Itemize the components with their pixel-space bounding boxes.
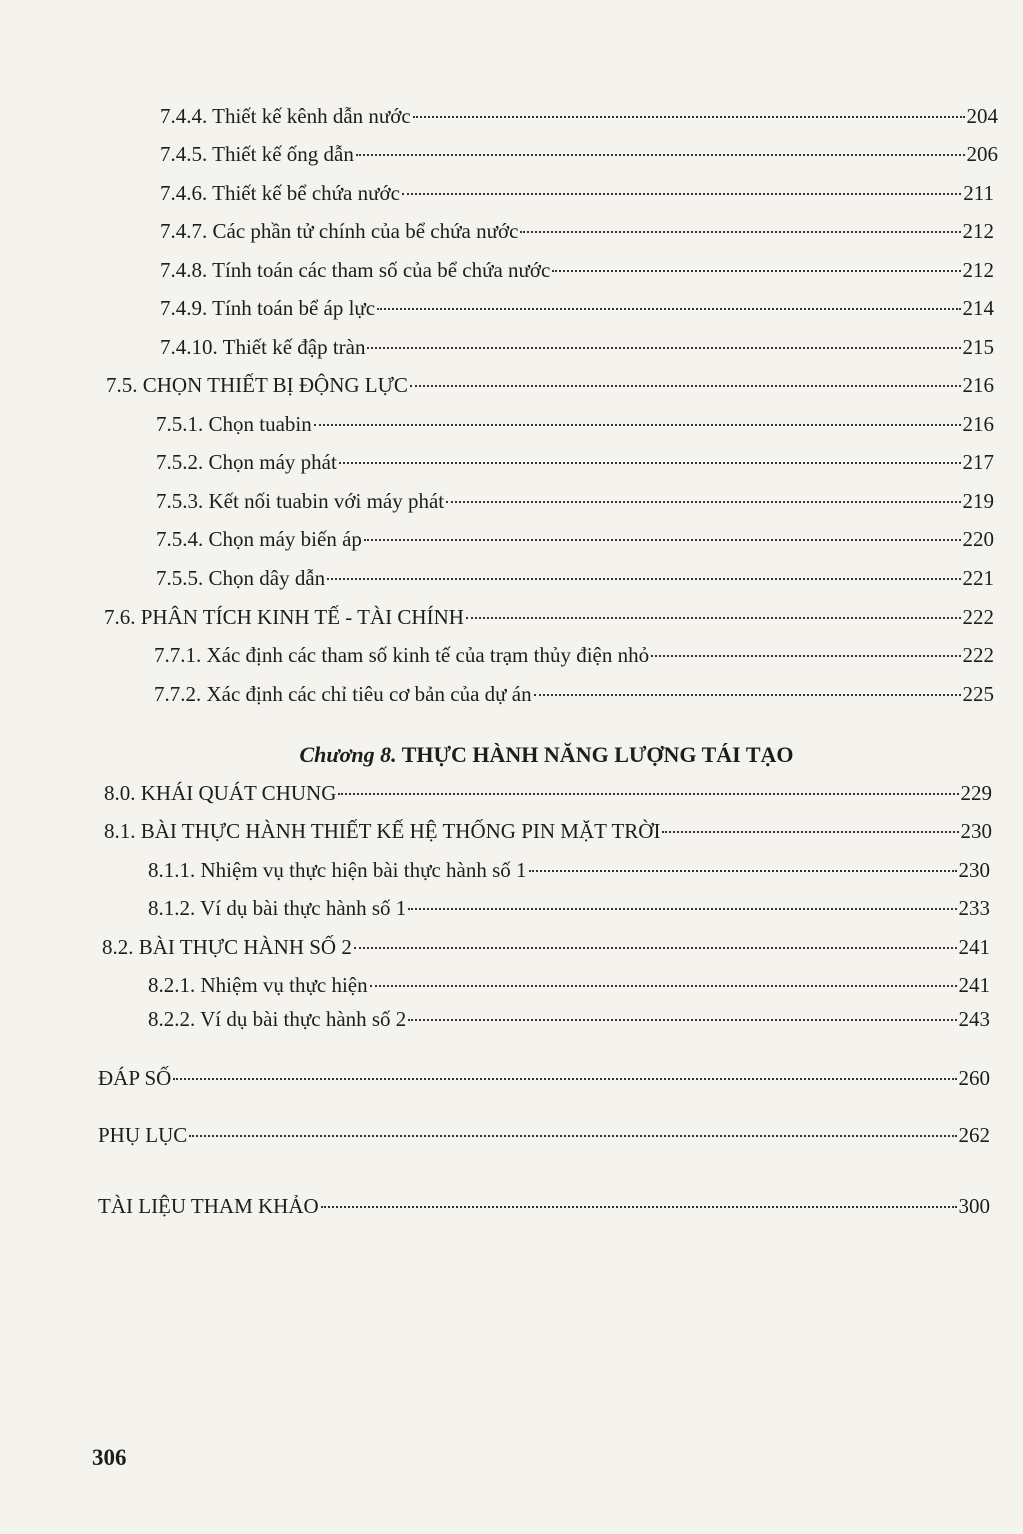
toc-entry-page: 219 bbox=[962, 489, 994, 513]
toc-entry-label: 7.4.7. Các phần tử chính của bể chứa nước bbox=[160, 219, 519, 243]
toc-entry-7-5-1 bbox=[156, 411, 994, 437]
toc-entry-label: 8.0. KHÁI QUÁT CHUNG bbox=[104, 781, 337, 805]
dot-leader bbox=[520, 231, 960, 233]
dot-leader bbox=[410, 385, 961, 387]
toc-entry-page: 260 bbox=[958, 1066, 990, 1090]
toc-entry-7-4-6 bbox=[160, 180, 994, 206]
toc-entry-7-4-9 bbox=[160, 295, 994, 321]
toc-entry-tai-lieu bbox=[98, 1193, 990, 1219]
toc-entry-8-0 bbox=[104, 780, 992, 806]
dot-leader bbox=[356, 154, 965, 156]
toc-entry-page: 233 bbox=[958, 896, 990, 920]
dot-leader bbox=[408, 908, 956, 910]
toc-entry-7-7-1 bbox=[154, 642, 994, 668]
toc-entry-7-5-4 bbox=[156, 526, 994, 552]
dot-leader bbox=[327, 578, 960, 580]
dot-leader bbox=[173, 1078, 956, 1080]
dot-leader bbox=[552, 270, 960, 272]
toc-entry-label: ĐÁP SỐ bbox=[98, 1066, 172, 1090]
toc-entry-page: 300 bbox=[958, 1194, 990, 1218]
toc-entry-page: 225 bbox=[962, 682, 994, 706]
toc-entry-phu-luc bbox=[98, 1122, 990, 1148]
toc-entry-label: 8.1.2. Ví dụ bài thực hành số 1 bbox=[148, 896, 407, 920]
toc-entry-7-5-3 bbox=[156, 488, 994, 514]
toc-entry-page: 229 bbox=[960, 781, 992, 805]
toc-entry-label: 7.5.5. Chọn dây dẫn bbox=[156, 566, 326, 590]
toc-entry-label: 7.5.3. Kết nối tuabin với máy phát bbox=[156, 489, 445, 513]
toc-entry-label: 7.4.9. Tính toán bể áp lực bbox=[160, 296, 376, 320]
dot-leader bbox=[413, 116, 965, 118]
toc-entry-page: 230 bbox=[960, 819, 992, 843]
toc-entry-page: 220 bbox=[962, 527, 994, 551]
toc-entry-page: 212 bbox=[962, 219, 994, 243]
chapter-prefix: Chương 8. bbox=[299, 742, 397, 767]
toc-entry-label: 7.4.4. Thiết kế kênh dẫn nước bbox=[160, 104, 411, 128]
toc-entry-label: 8.1. BÀI THỰC HÀNH THIẾT KẾ HỆ THỐNG PIN MẶT TRỜI bbox=[104, 819, 661, 843]
dot-leader bbox=[402, 193, 961, 195]
toc-entry-label: 7.4.6. Thiết kế bể chứa nước bbox=[160, 181, 400, 205]
toc-entry-label: TÀI LIỆU THAM KHẢO bbox=[98, 1194, 319, 1218]
toc-entry-8-2 bbox=[102, 934, 990, 960]
toc-entry-page: 222 bbox=[962, 605, 994, 629]
toc-entry-label: 7.4.10. Thiết kế đập tràn bbox=[160, 335, 366, 359]
toc-entry-page: 204 bbox=[966, 104, 998, 128]
toc-entry-label: 8.2.2. Ví dụ bài thực hành số 2 bbox=[148, 1007, 407, 1031]
dot-leader bbox=[529, 870, 957, 872]
toc-entry-label: 8.2.1. Nhiệm vụ thực hiện bbox=[148, 973, 368, 997]
toc-entry-label: 7.5.1. Chọn tuabin bbox=[156, 412, 312, 436]
chapter-heading bbox=[0, 742, 1023, 768]
dot-leader bbox=[364, 539, 961, 541]
toc-entry-label: 8.1.1. Nhiệm vụ thực hiện bài thực hành số 1 bbox=[148, 858, 527, 882]
toc-entry-8-1-1 bbox=[148, 857, 990, 883]
toc-entry-7-4-8 bbox=[160, 257, 994, 283]
toc-entry-7-4-7 bbox=[160, 218, 994, 244]
toc-entry-page: 211 bbox=[963, 181, 994, 205]
page-number: 306 bbox=[92, 1445, 127, 1470]
toc-entry-7-4-5 bbox=[160, 141, 998, 167]
toc-entry-8-1 bbox=[104, 818, 992, 844]
toc-entry-page: 241 bbox=[958, 973, 990, 997]
chapter-title: THỰC HÀNH NĂNG LƯỢNG TÁI TẠO bbox=[401, 742, 794, 767]
toc-entry-label: 7.5. CHỌN THIẾT BỊ ĐỘNG LỰC bbox=[106, 373, 408, 397]
dot-leader bbox=[662, 831, 958, 833]
toc-entry-7-5-5 bbox=[156, 565, 994, 591]
toc-entry-page: 243 bbox=[958, 1007, 990, 1031]
toc-entry-7-4-4 bbox=[160, 103, 998, 129]
toc-entry-label: 7.4.8. Tính toán các tham số của bể chứa nước bbox=[160, 258, 551, 282]
toc-entry-page: 262 bbox=[958, 1123, 990, 1147]
toc-entry-8-2-2 bbox=[148, 1006, 990, 1032]
toc-entry-page: 214 bbox=[962, 296, 994, 320]
toc-entry-label: 7.4.5. Thiết kế ống dẫn bbox=[160, 142, 354, 166]
toc-entry-7-6 bbox=[104, 604, 994, 630]
toc-entry-7-4-10 bbox=[160, 334, 994, 360]
toc-entry-label: 7.7.1. Xác định các tham số kinh tế của trạm thủy điện nhỏ bbox=[154, 643, 650, 667]
toc-entry-page: 221 bbox=[962, 566, 994, 590]
toc-entry-7-5-2 bbox=[156, 449, 994, 475]
dot-leader bbox=[339, 462, 961, 464]
toc-entry-8-2-1 bbox=[148, 972, 990, 998]
toc-entry-page: 241 bbox=[958, 935, 990, 959]
dot-leader bbox=[408, 1019, 956, 1021]
dot-leader bbox=[314, 424, 961, 426]
dot-leader bbox=[367, 347, 960, 349]
dot-leader bbox=[466, 617, 961, 619]
toc-entry-label: 8.2. BÀI THỰC HÀNH SỐ 2 bbox=[102, 935, 352, 959]
dot-leader bbox=[446, 501, 960, 503]
toc-entry-page: 215 bbox=[962, 335, 994, 359]
dot-leader bbox=[377, 308, 960, 310]
toc-entry-page: 216 bbox=[962, 373, 994, 397]
toc-entry-label: 7.7.2. Xác định các chỉ tiêu cơ bản của dự án bbox=[154, 682, 532, 706]
toc-entry-label: 7.5.4. Chọn máy biến áp bbox=[156, 527, 362, 551]
toc-entry-7-7-2 bbox=[154, 681, 994, 707]
toc-entry-dap-so bbox=[98, 1065, 990, 1091]
toc-entry-label: PHỤ LỤC bbox=[98, 1123, 188, 1147]
toc-entry-page: 206 bbox=[966, 142, 998, 166]
toc-entry-page: 230 bbox=[958, 858, 990, 882]
dot-leader bbox=[651, 655, 960, 657]
dot-leader bbox=[534, 694, 961, 696]
toc-entry-page: 222 bbox=[962, 643, 994, 667]
toc-entry-7-5 bbox=[106, 372, 994, 398]
toc-entry-page: 216 bbox=[962, 412, 994, 436]
toc-entry-page: 217 bbox=[962, 450, 994, 474]
dot-leader bbox=[189, 1135, 956, 1137]
toc-entry-label: 7.5.2. Chọn máy phát bbox=[156, 450, 337, 474]
dot-leader bbox=[321, 1206, 957, 1208]
dot-leader bbox=[338, 793, 958, 795]
dot-leader bbox=[370, 985, 957, 987]
toc-entry-8-1-2 bbox=[148, 895, 990, 921]
toc-entry-page: 212 bbox=[962, 258, 994, 282]
toc-entry-label: 7.6. PHÂN TÍCH KINH TẾ - TÀI CHÍNH bbox=[104, 605, 464, 629]
dot-leader bbox=[354, 947, 957, 949]
